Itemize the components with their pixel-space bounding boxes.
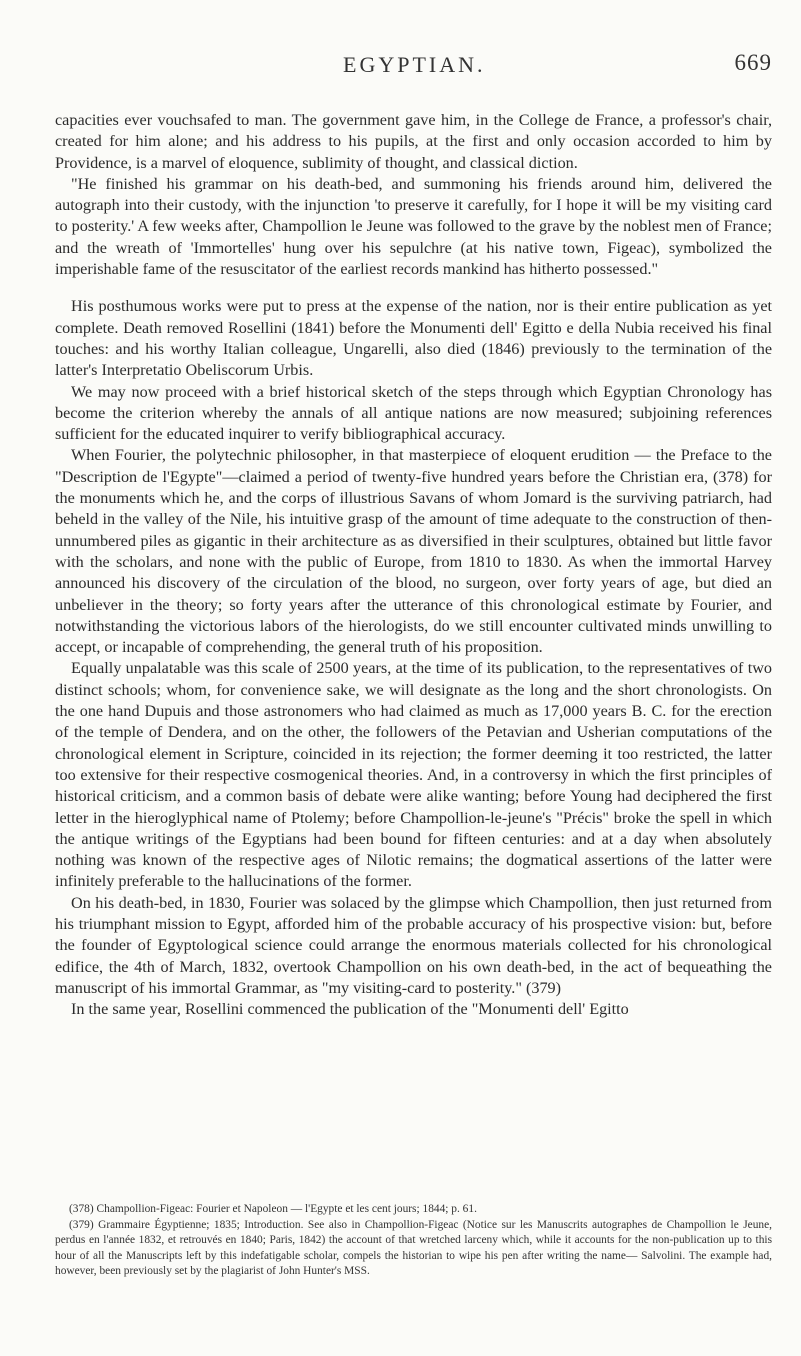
footnotes	[55, 1202, 772, 1280]
paragraph: When Fourier, the polytechnic philosopher, in that masterpiece of eloquent erudition — the Preface to the "Description de l'Egypte"—claimed a period of twenty-five hundred years before the Christian era, (378) for the monuments which he, and the corps of illustrious Savans of whom Jomard is the surviving patriarch, had beheld in the valley of the Nile, his intuitive grasp of the amount of time adequate to the construction of then-unnumbered piles as gigantic in their architecture as as diversified in their sculptures, obtained but little favor with the scholars, and none with the public of Europe, from 1810 to 1830. As when the immortal Harvey announced his discovery of the circulation of the blood, no surgeon, over forty years of age, but died an unbeliever in the theory; so forty years after the utterance of this chronological estimate by Fourier, and notwithstanding the victorious labors of the hierologists, do we still encounter cultivated minds unwilling to accept, or incapable of comprehending, the general truth of his proposition.	[55, 446, 772, 657]
paragraph: On his death-bed, in 1830, Fourier was solaced by the glimpse which Champollion, then just returned from his triumphant mission to Egypt, afforded him of the probable accuracy of his prospective vision: but, before the founder of Egyptological science could arrange the enormous materials collected for his chronological edifice, the 4th of March, 1832, overtook Champollion on his own death-bed, in the act of bequeathing the manuscript of his immortal Grammar, as "my visiting-card to posterity." (379)	[55, 893, 772, 997]
page-number: 669	[734, 50, 772, 75]
body-text	[55, 110, 772, 1020]
paragraph: "He finished his grammar on his death-bed, and summoning his friends around him, delivered the autograph into their custody, with the injunction 'to preserve it carefully, for I hope it will be my visiting card to posterity.' A few weeks after, Champollion le Jeune was followed to the grave by the noblest men of France; and the wreath of 'Immortelles' hung over his sepulchre (at his native town, Figeac), symbolized the imperishable fame of the resuscitator of the earliest records mankind has hitherto possessed."	[55, 174, 772, 279]
paragraph: Equally unpalatable was this scale of 2500 years, at the time of its publication, to the representatives of two distinct schools; whom, for convenience sake, we will designate as the long and the short chronologists. On the one hand Dupuis and those astronomers who had claimed as much as 17,000 years B. C. for the erection of the temple of Dendera, and on the other, the followers of the Petavian and Usherian computations of the chronological element in Scripture, coincided in its rejection; the former deeming it too restricted, the latter too extensive for their respective cosmogenical theories. And, in a controversy in which the first principles of historical criticism, and a common basis of debate were alike wanting; before Young had deciphered the first letter in the hieroglyphical name of Ptolemy; before Champollion-le-jeune's "Précis" broke the spell in which the antique writings of the Egyptians had been bound for fifteen centuries: and at a day when absolutely nothing was known of the respective ages of Nilotic remains; the dogmatical assertions of the latter were infinitely preferable to the hallucinations of the former.	[55, 659, 772, 891]
paragraph: We may now proceed with a brief historical sketch of the steps through which Egyptian Chronology has become the criterion whereby the annals of all antique nations are now measured; subjoining references sufficient for the educated inquirer to verify bibliographical accuracy.	[55, 382, 772, 444]
running-title: EGYPTIAN.	[343, 52, 486, 77]
running-head	[55, 52, 772, 84]
paragraph: capacities ever vouchsafed to man. The government gave him, in the College de France, a professor's chair, created for him alone; and his address to his pupils, at the first and only occasion accorded to him by Providence, is a marvel of eloquence, sublimity of thought, and classical diction.	[55, 111, 772, 172]
footnote-379: (379) Grammaire Égyptienne; 1835; Introduction. See also in Champollion-Figeac (Notice sur les Manuscrits autographes de Champollion le Jeune, perdus en l'année 1832, et retrouvés en 1840; Paris, 1842) the account of that wretched larceny which, while it accounts for the non-publication up to this hour of all the Manuscripts left by this indefatigable scholar, compels the historian to wipe his pen after writing the name— Salvolini. The example had, however, been previously set by the plagiarist of John Hunter's MSS.	[55, 1218, 772, 1277]
paragraph: In the same year, Rosellini commenced the publication of the "Monumenti dell' Egitto	[71, 1000, 629, 1019]
paragraph: His posthumous works were put to press at the expense of the nation, nor is their entire publication as yet complete. Death removed Rosellini (1841) before the Monumenti dell' Egitto e della Nubia received his final touches: and his worthy Italian colleague, Ungarelli, also died (1846) previously to the termination of the latter's Interpretatio Obeliscorum Urbis.	[55, 297, 772, 380]
footnote-378: (378) Champollion-Figeac: Fourier et Napoleon — l'Egypte et les cent jours; 1844; p. 61.	[69, 1203, 477, 1215]
